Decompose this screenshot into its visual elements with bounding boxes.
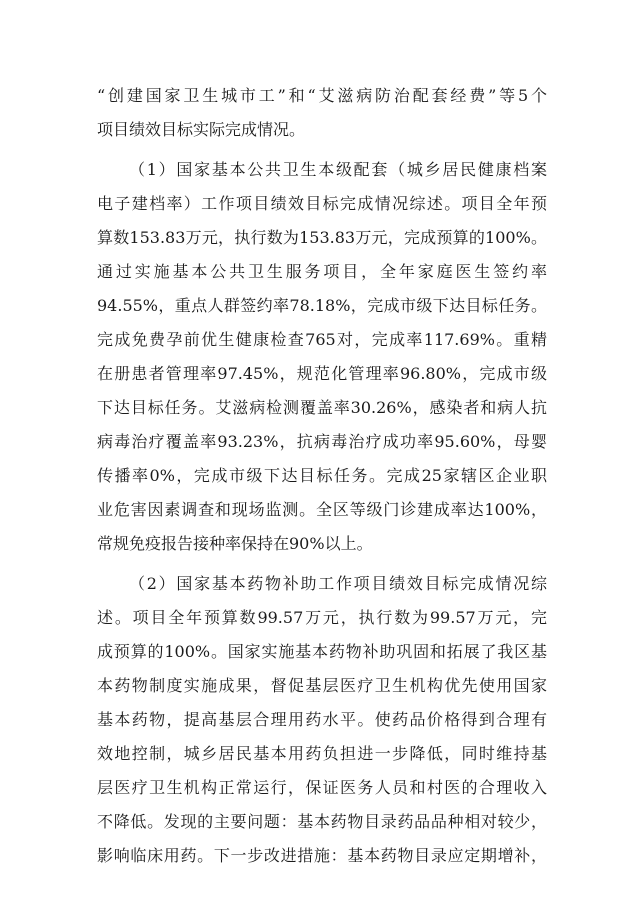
para2-line-7: 层医疗卫生机构正常运行，保证医务人员和村医的合理收入	[97, 778, 547, 797]
para1-line-5: 94.55%，重点人群签约率78.18%，完成市级下达目标任务。	[97, 296, 547, 315]
para1-line-4: 通过实施基本公共卫生服务项目，全年家庭医生签约率	[97, 262, 547, 281]
para2-line-5: 基本药物，提高基层合理用药水平。使药品价格得到合理有	[97, 710, 547, 729]
para1-line-3: 算数153.83万元，执行数为153.83万元，完成预算的100%。	[97, 228, 547, 247]
body-text	[97, 79, 547, 873]
para2-line-1: （2）国家基本药物补助工作项目绩效目标完成情况综	[129, 574, 547, 593]
intro-line-2: 项目绩效目标实际完成情况。	[97, 120, 306, 139]
para2-line-2: 述。项目全年预算数99.57万元，执行数为99.57万元，完	[97, 608, 547, 627]
para1-line-8: 下达目标任务。艾滋病检测覆盖率30.26%，感染者和病人抗	[97, 398, 547, 417]
para2-line-9: 影响临床用药。下一步改进措施：基本药物目录应定期增补，	[97, 846, 547, 865]
para2-line-8: 不降低。发现的主要问题：基本药物目录药品品种相对较少，	[97, 812, 547, 831]
para1-line-9: 病毒治疗覆盖率93.23%，抗病毒治疗成功率95.60%，母婴	[97, 432, 547, 451]
para2-line-3: 成预算的100%。国家实施基本药物补助巩固和拓展了我区基	[97, 642, 547, 661]
para1-line-11: 业危害因素调查和现场监测。全区等级门诊建成率达100%，	[97, 500, 547, 519]
para1-line-12: 常规免疫报告接种率保持在90%以上。	[97, 534, 373, 553]
intro-line-1: “创建国家卫生城市工”和“艾滋病防治配套经费”等5个	[97, 86, 547, 105]
para2-line-4: 本药物制度实施成果，督促基层医疗卫生机构优先使用国家	[97, 676, 547, 695]
para1-line-7: 在册患者管理率97.45%，规范化管理率96.80%，完成市级	[97, 364, 547, 383]
para1-line-1: （1）国家基本公共卫生本级配套（城乡居民健康档案	[129, 160, 547, 179]
para1-line-6: 完成免费孕前优生健康检查765对，完成率117.69%。重精	[97, 330, 547, 349]
para1-line-10: 传播率0%，完成市级下达目标任务。完成25家辖区企业职	[97, 466, 547, 485]
para1-line-2: 电子建档率）工作项目绩效目标完成情况综述。项目全年预	[97, 194, 547, 213]
para2-line-6: 效地控制，城乡居民基本用药负担进一步降低，同时维持基	[97, 744, 547, 763]
